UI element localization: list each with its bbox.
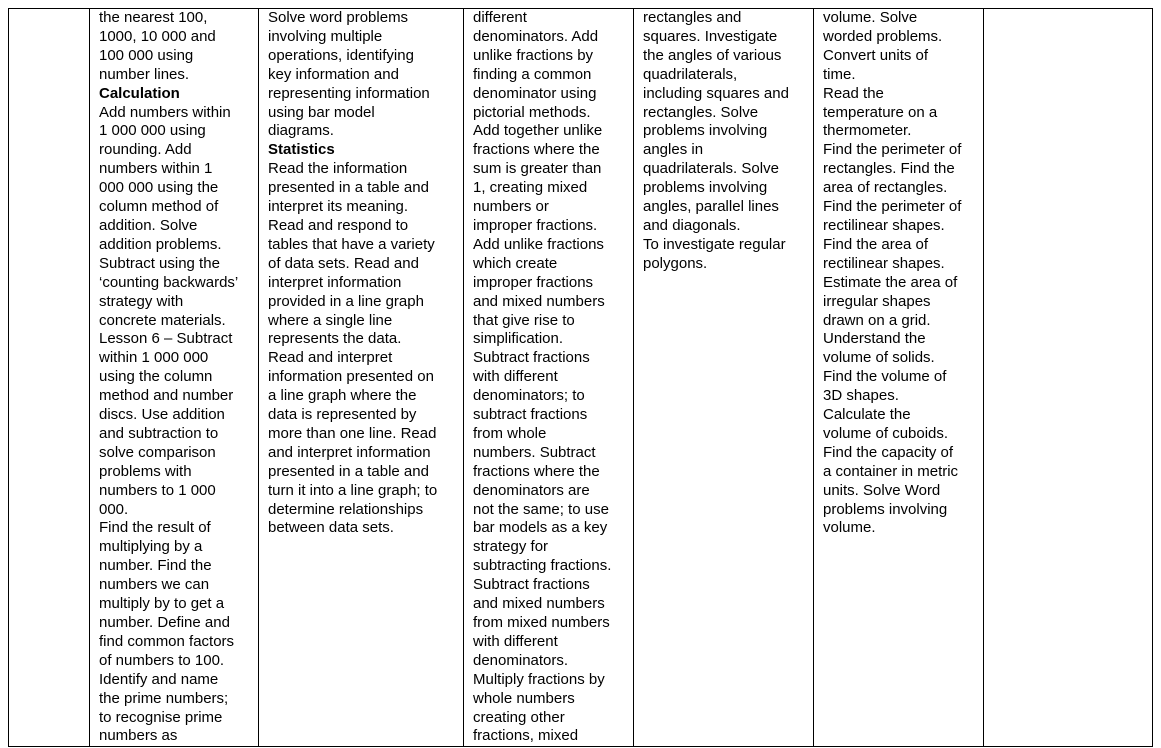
cell-text: different denominators. Add unlike fractions by finding a common denominator using pictorial methods. Add together unlike fractions where the sum is greater than 1, creating mixed numbers or improper fractions. Add unlike fractions which create improper fractions and mixed numbers that give rise to simplification. Subtract fractions with different denominators; to subtract fractions from whole numbers. Subtract fractions where the denominators are not the same; to use bar models as a key strategy for subtracting fractions. Subtract fractions and mixed numbers from mixed numbers with different denominators. Multiply fractions by whole numbers creating other fractions, mixed — [473, 9, 612, 745]
cell-text: volume. Solve worded problems. Convert units of time. Read the temperature on a thermometer. Find the perimeter of rectangles. Find the area of rectangles. Find the perimeter of rectilinear shapes. Find the area of rectilinear shapes. Estimate the area of irregular shapes drawn on a grid. Understand the volume of solids. Find the volume of 3D shapes. Calculate the volume of cuboids. Find the capacity of a container in metric units. Solve Word problems involving volume. — [823, 9, 962, 537]
column-cell-fractions — [464, 9, 634, 747]
table-row — [9, 9, 1153, 747]
empty-cell-left — [9, 9, 90, 747]
section-heading: Statistics — [268, 141, 335, 159]
cell-text: Add numbers within 1 000 000 using rounding. Add numbers within 1 000 000 using the column method of addition. Solve addition problems. Subtract using the ‘counting backwards’ strategy with concrete materials. Lesson 6 – Subtract within 1 000 000 using the column method and number discs. Use addition and subtraction to solve comparison problems with numbers to 1 000 000. Find the result of multiplying by a number. Find the numbers we can multiply by to get a number. Define and find common factors of numbers to 100. Identify and name the prime numbers; to recognise prime numbers as — [99, 103, 239, 745]
empty-cell-right — [984, 9, 1153, 747]
curriculum-table — [8, 8, 1153, 747]
column-cell-number — [90, 9, 259, 747]
section-heading: Calculation — [99, 84, 180, 102]
column-cell-measurement — [814, 9, 984, 747]
cell-text: Solve word problems involving multiple operations, identifying key information and representing information using bar model diagrams. — [268, 9, 430, 140]
cell-text: Read the information presented in a table and interpret its meaning. Read and respond to tables that have a variety of data sets. Read and interpret information provided in a line graph where a single line represents the data. Read and interpret information presented on a line graph where the data is represented by more than one line. Read and interpret information presented in a table and turn it into a line graph; to determine relationships between data sets. — [268, 160, 438, 537]
cell-text: rectangles and squares. Investigate the angles of various quadrilaterals, including squares and rectangles. Solve problems involving angles in quadrilaterals. Solve problems involving angles, parallel lines and diagonals. To investigate regular polygons. — [643, 9, 789, 272]
cell-text: the nearest 100, 1000, 10 000 and 100 000 using number lines. — [99, 9, 216, 83]
column-cell-statistics — [259, 9, 464, 747]
column-cell-geometry — [634, 9, 814, 747]
